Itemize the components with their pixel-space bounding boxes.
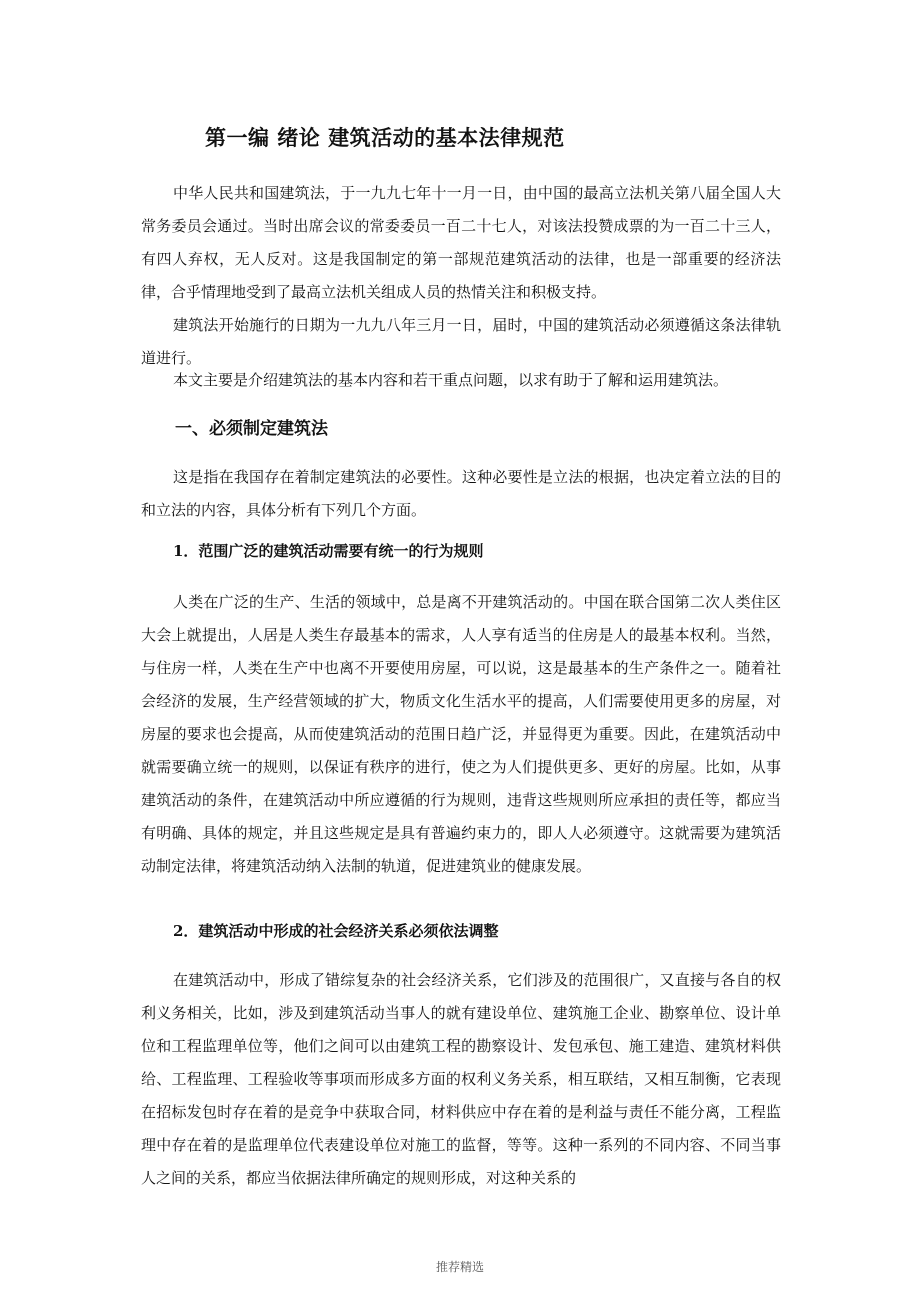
section-heading-1: 一、必须制定建筑法 [175, 419, 328, 439]
intro-paragraph-2: 建筑法开始施行的日期为一九九八年三月一日，届时，中国的建筑活动必须遵循这条法律轨道进行。 [141, 316, 781, 367]
section-1-paragraph: 这是指在我国存在着制定建筑法的必要性。这种必要性是立法的根据，也决定着立法的目的和立法的内容，具体分析有下列几个方面。 [141, 468, 781, 519]
subsection-heading-1: 1．范围广泛的建筑活动需要有统一的行为规则 [173, 542, 484, 560]
document-title: 第一编 绪论 建筑活动的基本法律规范 [205, 126, 565, 150]
subsection-2-paragraph: 在建筑活动中，形成了错综复杂的社会经济关系，它们涉及的范围很广，又直接与各自的权利义务相关，比如，涉及到建筑活动当事人的就有建设单位、建筑施工企业、勘察单位、设计单位和工程监理单位等，他们之间可以由建筑工程的勘察设计、发包承包、施工建造、建筑材料供给、工程监理、工程验收等事项而形成多方面的权利义务关系，相互联结，又相互制衡，它表现在招标发包时存在着的是竞争中获取合同，材料供应中存在着的是利益与责任不能分离，工程监理中存在着的是监理单位代表建设单位对施工的监督，等等。这种一系列的不同内容、不同当事人之间的关系，都应当依据法律所确定的规则形成，对这种关系的 [141, 971, 781, 1187]
subsection-heading-2: 2．建筑活动中形成的社会经济关系必须依法调整 [173, 922, 499, 940]
page-footer: 推荐精选 [435, 1260, 484, 1274]
intro-paragraph-1: 中华人民共和国建筑法，于一九九七年十一月一日，由中国的最高立法机关第八届全国人大常务委员会通过。当时出席会议的常委委员一百二十七人，对该法投赞成票的为一百二十三人，有四人弃权，无人反对。这是我国制定的第一部规范建筑活动的法律，也是一部重要的经济法律，合乎情理地受到了最高立法机关组成人员的热情关注和积极支持。 [141, 184, 781, 301]
intro-paragraph-3: 本文主要是介绍建筑法的基本内容和若干重点问题，以求有助于了解和运用建筑法。 [173, 371, 729, 389]
subsection-1-paragraph: 人类在广泛的生产、生活的领域中，总是离不开建筑活动的。中国在联合国第二次人类住区大会上就提出，人居是人类生存最基本的需求，人人享有适当的住房是人的最基本权利。当然，与住房一样，人类在生产中也离不开要使用房屋，可以说，这是最基本的生产条件之一。随着社会经济的发展，生产经营领域的扩大，物质文化生活水平的提高，人们需要使用更多的房屋，对房屋的要求也会提高，从而使建筑活动的范围日趋广泛，并显得更为重要。因此，在建筑活动中就需要确立统一的规则，以保证有秩序的进行，使之为人们提供更多、更好的房屋。比如，从事建筑活动的条件，在建筑活动中所应遵循的行为规则，违背这些规则所应承担的责任等，都应当有明确、具体的规定，并且这些规定是具有普遍约束力的，即人人必须遵守。这就需要为建筑活动制定法律，将建筑活动纳入法制的轨道，促进建筑业的健康发展。 [141, 593, 781, 875]
